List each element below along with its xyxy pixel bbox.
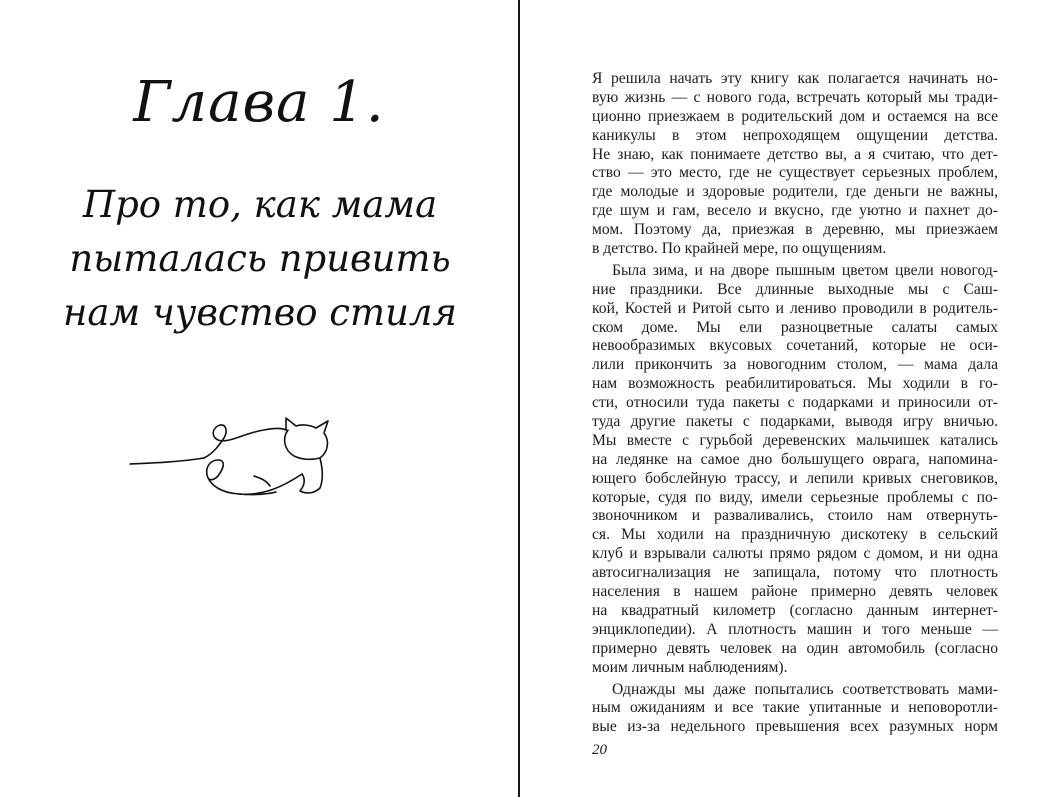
left-page	[0, 0, 518, 797]
text-line: мом. Поэтому да, приезжая в деревню, мы приезжаем	[592, 221, 998, 239]
text-line: каникулы в этом непроходящем ощущении детства.	[592, 126, 998, 144]
text-line: которые, судя по виду, имели серьезные проблемы с по-	[592, 488, 998, 506]
text-line: ся. Мы ходили на праздничную дискотеку в сельский	[592, 526, 998, 544]
text-line: Мы вместе с гурьбой деревенских мальчишек катались	[592, 431, 998, 449]
paragraph	[592, 70, 998, 259]
chapter-title	[60, 178, 460, 340]
text-line: Не знаю, как понимаете детство вы, а я считаю, что дет-	[592, 145, 998, 163]
text-line: ском доме. Мы ели разноцветные салаты самых	[592, 318, 998, 336]
text-line: Была зима, и на дворе пышным цветом цвели новогод-	[612, 261, 998, 279]
text-line: Однажды мы даже попытались соответствовать мами-	[612, 680, 998, 698]
cat-illustration	[124, 408, 340, 508]
text-line: вые из-за недельного превышения всех разумных норм	[592, 718, 998, 736]
text-line: на квадратный километр (согласно данным интернет-	[592, 601, 998, 619]
text-line: кой, Костей и Ритой сыто и лениво проводили в родитель-	[592, 299, 998, 317]
text-line: клуб и взрывали салюты прямо рядом с домом, и ни одна	[592, 545, 998, 563]
text-line: где молодые и здоровые родители, где деньги не важны,	[592, 183, 998, 201]
chapter-title-line: Про то, как мама	[82, 183, 438, 226]
text-line: энциклопедии). А плотность машин и того меньше —	[592, 620, 998, 638]
text-line: туда другие пакеты с подарками, выводя игру вничью.	[592, 413, 998, 431]
text-line: вую жизнь — с нового года, встречать который мы тради-	[592, 88, 998, 106]
paragraph	[592, 681, 998, 738]
text-line: лили прикончить за новогодним столом, — мама дала	[592, 356, 998, 374]
text-line: на ледянке на самое дно большущего оврага, напомина-	[592, 450, 998, 468]
text-line: невообразимых вкусовых сочетаний, которые не оси-	[592, 337, 998, 355]
text-line: Я решила начать эту книгу как полагается начинать но-	[592, 70, 998, 87]
chapter-title-line: пыталась привить	[69, 237, 451, 280]
text-line: звоночником и разваливались, стоило нам отвернуть-	[592, 507, 998, 525]
chapter-number: Глава 1.	[133, 70, 385, 135]
text-line: ние праздники. Все длинные выходные мы с Саш-	[592, 280, 998, 298]
text-line: примерно девять человек на один автомобиль (согласно	[592, 639, 998, 657]
text-line: сти, относили туда пакеты с подарками и приносили от-	[592, 394, 998, 412]
chapter-title-line: нам чувство стиля	[63, 291, 457, 334]
text-line: ционно приезжаем в родительский дом и остаемся на все	[592, 107, 998, 125]
body-text	[592, 70, 998, 740]
text-line: населения в нашем районе примерно девять человек	[592, 583, 998, 601]
text-line: ющего бобслейную трассу, и лепили кривых снеговиков,	[592, 469, 998, 487]
text-line: нам возможность реабилитироваться. Мы ходили в го-	[592, 375, 998, 393]
text-line: где шум и гам, весело и вкусно, где уютно и пахнет до-	[592, 202, 998, 220]
page-number: 20	[592, 742, 607, 758]
text-line: моим личным наблюдениям).	[592, 658, 788, 676]
text-line: ным ожиданиям и все такие упитанные и неповоротли-	[592, 699, 998, 717]
text-line: автосигнализация не запищала, потому что плотность	[592, 564, 998, 582]
right-page	[520, 0, 1040, 797]
text-line: в детство. По крайней мере, по ощущениям.	[592, 240, 887, 258]
paragraph	[592, 262, 998, 678]
text-line: ство — это место, где не существует серьезных проблем,	[592, 164, 998, 182]
